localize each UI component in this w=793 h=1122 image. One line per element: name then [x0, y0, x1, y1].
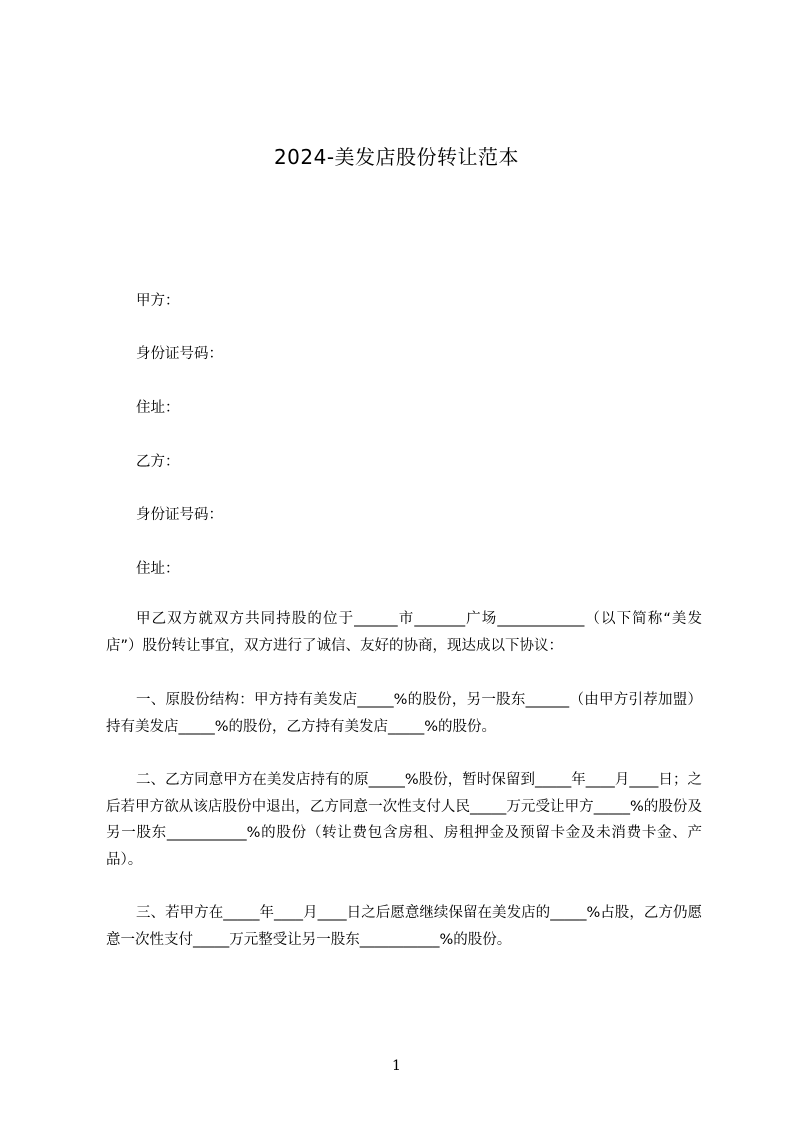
- intro-paragraph: 甲乙双方就双方共同持股的位于______市_______广场____________（以下简称“美发店”）股份转让事宜，双方进行了诚信、友好的协商，现达成以下协议：: [106, 611, 702, 654]
- document-title: 2024-美发店股份转让范本: [273, 145, 520, 169]
- clause-3-paragraph: 三、若甲方在_____年____月____日之后愿意继续保留在美发店的_____%占股，乙方仍愿意一次性支付_____万元整受让另一股东___________%的股份。: [106, 905, 702, 948]
- party-a-id-label: 身份证号码：: [136, 346, 223, 362]
- party-a-address-label: 住址：: [136, 400, 180, 416]
- clause-2-paragraph: 二、乙方同意甲方在美发店持有的原_____%股份，暂时保留到_____年____月____日；之后若甲方欲从该店股份中退出，乙方同意一次性支付人民_____万元受让甲方_____%的股份及另一股东___________%的股份（转让费包含房租、房租押金及预留卡金及未消费卡金、产品）。: [106, 772, 702, 869]
- page-number: 1: [392, 1058, 401, 1074]
- clause-1-paragraph: 一、原股份结构：甲方持有美发店_____%的股份，另一股东______（由甲方引荐加盟）持有美发店_____%的股份，乙方持有美发店_____%的股份。: [106, 692, 702, 735]
- party-a-label: 甲方：: [136, 293, 180, 309]
- party-b-address-label: 住址：: [136, 561, 180, 577]
- party-b-label: 乙方：: [136, 454, 180, 470]
- party-b-id-label: 身份证号码：: [136, 507, 223, 523]
